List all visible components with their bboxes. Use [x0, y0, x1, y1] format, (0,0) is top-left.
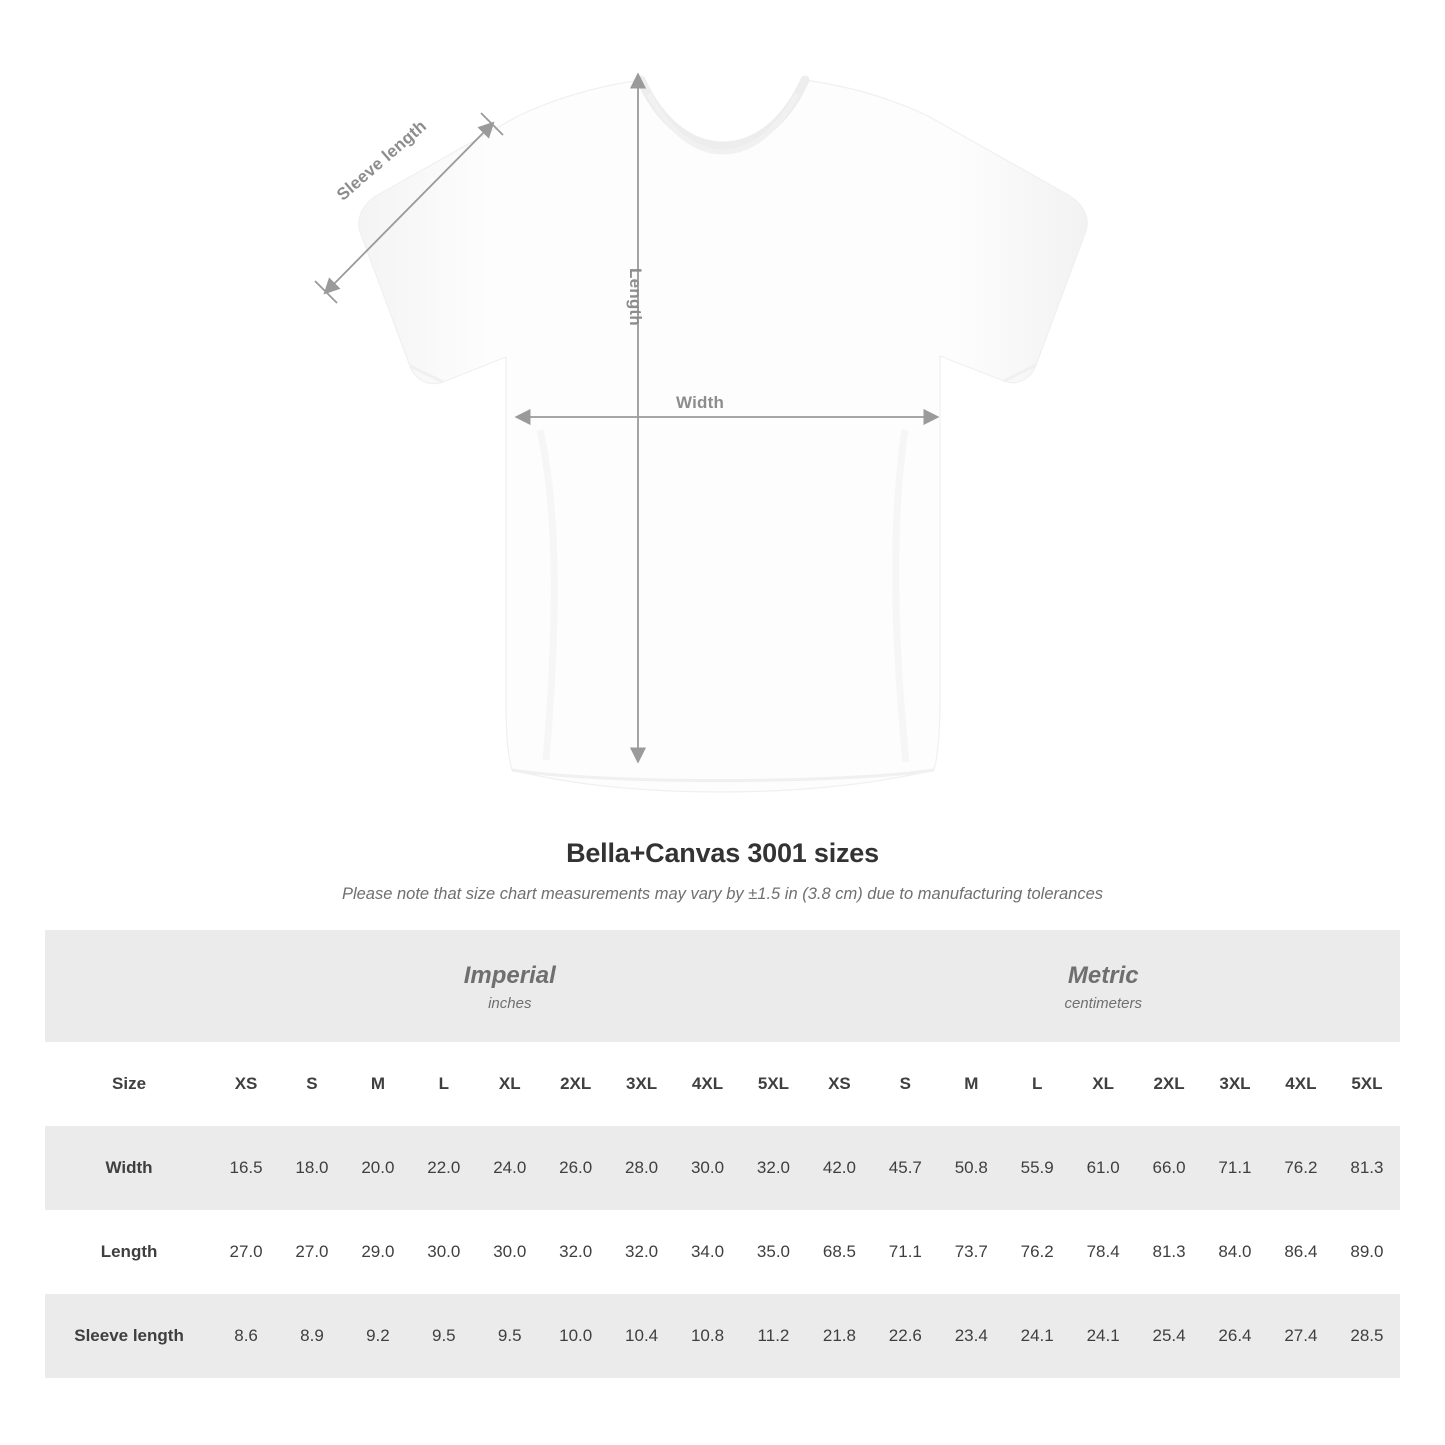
imperial-unit-sub: inches — [488, 994, 532, 1012]
cell-sleeve-5xl-cm: 28.5 — [1334, 1294, 1400, 1378]
cell-length-4xl-in: 34.0 — [675, 1210, 741, 1294]
size-header-m-metric: M — [938, 1042, 1004, 1126]
cell-length-s-cm: 71.1 — [872, 1210, 938, 1294]
size-header-4xl-imperial: 4XL — [675, 1042, 741, 1126]
size-table — [45, 930, 1400, 1378]
unit-header-row — [45, 930, 1400, 1042]
row-label-width: Width — [45, 1126, 213, 1210]
cell-length-5xl-in: 35.0 — [740, 1210, 806, 1294]
row-label-sleeve-length: Sleeve length — [45, 1294, 213, 1378]
cell-width-l-in: 22.0 — [411, 1126, 477, 1210]
size-header-3xl-imperial: 3XL — [609, 1042, 675, 1126]
size-header-xl-imperial: XL — [477, 1042, 543, 1126]
table-row — [45, 1210, 1400, 1294]
cell-width-5xl-in: 32.0 — [740, 1126, 806, 1210]
size-table-wrapper — [45, 930, 1400, 1378]
page-title: Bella+Canvas 3001 sizes — [566, 838, 879, 868]
cell-length-4xl-cm: 86.4 — [1268, 1210, 1334, 1294]
cell-length-3xl-in: 32.0 — [609, 1210, 675, 1294]
cell-width-3xl-cm: 71.1 — [1202, 1126, 1268, 1210]
cell-sleeve-4xl-cm: 27.4 — [1268, 1294, 1334, 1378]
cell-sleeve-4xl-in: 10.8 — [675, 1294, 741, 1378]
size-header-5xl-imperial: 5XL — [740, 1042, 806, 1126]
cell-width-3xl-in: 28.0 — [609, 1126, 675, 1210]
table-row — [45, 1126, 1400, 1210]
cell-sleeve-xl-in: 9.5 — [477, 1294, 543, 1378]
cell-sleeve-2xl-in: 10.0 — [543, 1294, 609, 1378]
size-header-xs-imperial: XS — [213, 1042, 279, 1126]
size-header-xl-metric: XL — [1070, 1042, 1136, 1126]
cell-width-s-in: 18.0 — [279, 1126, 345, 1210]
size-header-3xl-metric: 3XL — [1202, 1042, 1268, 1126]
cell-width-xl-in: 24.0 — [477, 1126, 543, 1210]
cell-sleeve-2xl-cm: 25.4 — [1136, 1294, 1202, 1378]
cell-length-xl-in: 30.0 — [477, 1210, 543, 1294]
cell-width-5xl-cm: 81.3 — [1334, 1126, 1400, 1210]
size-header-l-imperial: L — [411, 1042, 477, 1126]
cell-sleeve-s-in: 8.9 — [279, 1294, 345, 1378]
cell-sleeve-m-in: 9.2 — [345, 1294, 411, 1378]
cell-length-xs-in: 27.0 — [213, 1210, 279, 1294]
corner-cell — [45, 930, 213, 1042]
metric-unit-name: Metric — [1067, 961, 1139, 989]
cell-width-m-in: 20.0 — [345, 1126, 411, 1210]
cell-length-xs-cm: 68.5 — [806, 1210, 872, 1294]
cell-sleeve-l-cm: 24.1 — [1004, 1294, 1070, 1378]
cell-length-xl-cm: 78.4 — [1070, 1210, 1136, 1294]
size-header-4xl-metric: 4XL — [1268, 1042, 1334, 1126]
cell-width-s-cm: 45.7 — [872, 1126, 938, 1210]
shirt-body-shape — [359, 80, 1087, 792]
cell-width-2xl-cm: 66.0 — [1136, 1126, 1202, 1210]
cell-width-2xl-in: 26.0 — [543, 1126, 609, 1210]
cell-length-2xl-cm: 81.3 — [1136, 1210, 1202, 1294]
cell-sleeve-xs-in: 8.6 — [213, 1294, 279, 1378]
imperial-unit-name: Imperial — [463, 961, 556, 989]
cell-width-l-cm: 55.9 — [1004, 1126, 1070, 1210]
cell-sleeve-s-cm: 22.6 — [872, 1294, 938, 1378]
size-header-m-imperial: M — [345, 1042, 411, 1126]
metric-unit-sub: centimeters — [1064, 994, 1142, 1012]
cell-length-2xl-in: 32.0 — [543, 1210, 609, 1294]
cell-sleeve-3xl-in: 10.4 — [609, 1294, 675, 1378]
row-label-length: Length — [45, 1210, 213, 1294]
cell-width-4xl-cm: 76.2 — [1268, 1126, 1334, 1210]
cell-length-m-in: 29.0 — [345, 1210, 411, 1294]
length-label: Length — [626, 268, 645, 326]
cell-width-4xl-in: 30.0 — [675, 1126, 741, 1210]
cell-length-m-cm: 73.7 — [938, 1210, 1004, 1294]
cell-length-s-in: 27.0 — [279, 1210, 345, 1294]
size-header-s-metric: S — [872, 1042, 938, 1126]
cell-width-xl-cm: 61.0 — [1070, 1126, 1136, 1210]
cell-width-xs-cm: 42.0 — [806, 1126, 872, 1210]
cell-length-3xl-cm: 84.0 — [1202, 1210, 1268, 1294]
imperial-unit-header — [213, 930, 806, 1042]
cell-sleeve-3xl-cm: 26.4 — [1202, 1294, 1268, 1378]
sleeve-length-label: Sleeve length — [333, 116, 431, 205]
cell-length-l-cm: 76.2 — [1004, 1210, 1070, 1294]
cell-length-l-in: 30.0 — [411, 1210, 477, 1294]
size-header-l-metric: L — [1004, 1042, 1070, 1126]
size-header-2xl-imperial: 2XL — [543, 1042, 609, 1126]
cell-sleeve-l-in: 9.5 — [411, 1294, 477, 1378]
size-header-label: Size — [45, 1042, 213, 1126]
cell-width-m-cm: 50.8 — [938, 1126, 1004, 1210]
metric-unit-header — [806, 930, 1400, 1042]
tolerance-note: Please note that size chart measurements may vary by ±1.5 in (3.8 cm) due to manufacturing tolerances — [341, 885, 1104, 903]
cell-sleeve-xl-cm: 24.1 — [1070, 1294, 1136, 1378]
width-label: Width — [676, 393, 725, 412]
size-header-xs-metric: XS — [806, 1042, 872, 1126]
cell-sleeve-m-cm: 23.4 — [938, 1294, 1004, 1378]
cell-width-xs-in: 16.5 — [213, 1126, 279, 1210]
cell-length-5xl-cm: 89.0 — [1334, 1210, 1400, 1294]
size-header-2xl-metric: 2XL — [1136, 1042, 1202, 1126]
table-row — [45, 1294, 1400, 1378]
size-header-row — [45, 1042, 1400, 1126]
cell-sleeve-5xl-in: 11.2 — [740, 1294, 806, 1378]
cell-sleeve-xs-cm: 21.8 — [806, 1294, 872, 1378]
size-header-5xl-metric: 5XL — [1334, 1042, 1400, 1126]
size-header-s-imperial: S — [279, 1042, 345, 1126]
